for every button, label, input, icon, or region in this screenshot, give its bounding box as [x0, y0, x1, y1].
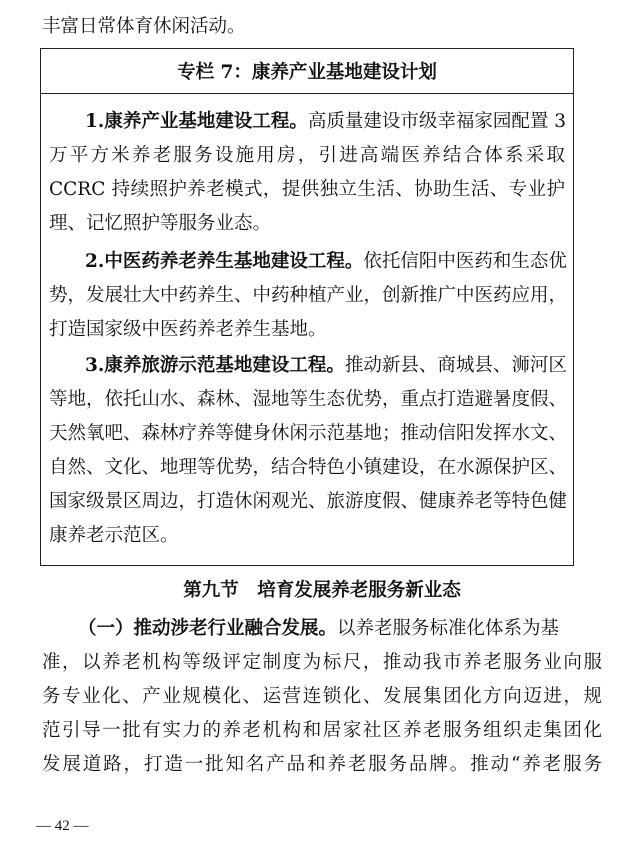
section-text: 以养老服务标准化体系为基: [337, 618, 560, 639]
item-3-line: 国家级景区周边，打造休闲观光、旅游度假、健康养老等特色健: [49, 491, 568, 512]
section-first-line: [42, 614, 602, 644]
page-number: — 42 —: [36, 818, 89, 834]
item-1-heading: 1.康养产业基地建设工程。: [85, 111, 308, 132]
item-2-line: 势，发展壮大中药养生、中药种植产业，创新推广中医药应用，: [49, 285, 568, 306]
section-line: 务专业化、产业规模化、运营连锁化、发展集团化方向迈进，规: [42, 686, 602, 707]
item-3-line: 等地，依托山水、森林、湿地等生态优势，重点打造避暑度假、: [49, 389, 568, 410]
item-3-line: 康养老示范区。: [49, 525, 179, 546]
column-box: [40, 48, 574, 566]
item-3-line: 天然氧吧、森林疗养等健身休闲示范基地；推动信阳发挥水文、: [49, 423, 568, 444]
item-3-first-line: [49, 351, 565, 381]
intro-text: 丰富日常体育休闲活动。: [42, 16, 246, 37]
section-line: 范引导一批有实力的养老机构和居家社区养老服务组织走集团化: [42, 720, 602, 741]
section-title: 第九节 培育发展养老服务新业态: [183, 580, 461, 601]
section-line: 准，以养老机构等级评定制度为标尺，推动我市养老服务业向服: [42, 652, 602, 673]
item-2-line: 打造国家级中医药养老养生基地。: [49, 319, 327, 340]
item-2-first-line: [49, 247, 565, 277]
item-3-line: 自然、文化、地理等优势，结合特色小镇建设，在水源保护区、: [49, 457, 568, 478]
section-sub-heading: （一）推动涉老行业融合发展。: [78, 618, 338, 639]
item-1-line: 理、记忆照护等服务业态。: [49, 213, 272, 234]
column-title: 专栏 7：康养产业基地建设计划: [41, 49, 573, 94]
item-3-heading: 3.康养旅游示范基地建设工程。: [85, 355, 345, 376]
item-1-first-line: [49, 107, 565, 137]
section-line: 发展道路，打造一批知名产品和养老服务品牌。推动“养老服务: [42, 754, 602, 775]
item-1-text: 高质量建设市级幸福家园配置 3: [307, 111, 566, 132]
item-2-text: 依托信阳中医药和生态优: [363, 251, 567, 272]
item-3-text: 推动新县、商城县、浉河区: [344, 355, 567, 376]
item-2-heading: 2.中医药养老养生基地建设工程。: [85, 251, 364, 272]
item-1-line: CCRC 持续照护养老模式，提供独立生活、协助生活、专业护: [49, 179, 565, 200]
item-1-line: 万平方米养老服务设施用房，引进高端医养结合体系采取: [49, 145, 565, 166]
